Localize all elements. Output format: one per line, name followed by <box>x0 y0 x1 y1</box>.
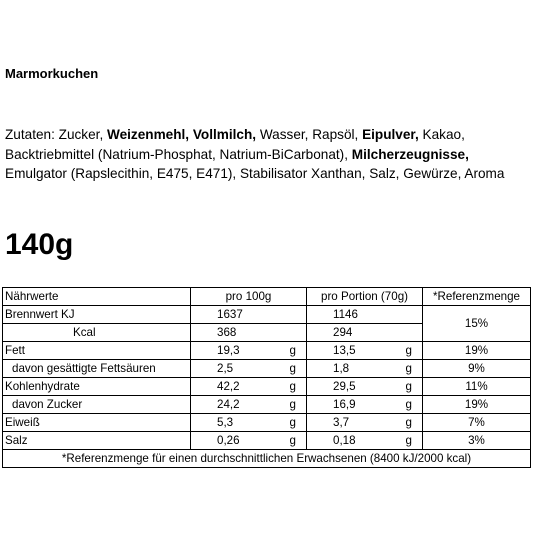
header-per-portion: pro Portion (70g) <box>307 288 423 306</box>
value-reference: 3% <box>423 432 531 450</box>
row-label: Kohlenhydrate <box>3 378 191 396</box>
ingredients-segment: Wasser, Rapsöl, <box>256 127 363 142</box>
value-per-100g: 24,2 <box>191 396 257 414</box>
ingredients-segment: Zutaten: Zucker, <box>5 127 107 142</box>
unit: g <box>373 432 423 450</box>
header-per-100g: pro 100g <box>191 288 307 306</box>
table-row <box>3 432 531 450</box>
unit: g <box>257 342 307 360</box>
reference-footnote: *Referenzmenge für einen durchschnittlichen Erwachsenen (8400 kJ/2000 kcal) <box>3 450 531 468</box>
unit: g <box>373 342 423 360</box>
value-per-portion: 294 <box>307 324 423 342</box>
row-label: Brennwert KJ <box>3 306 191 324</box>
table-row <box>3 378 531 396</box>
unit: g <box>257 378 307 396</box>
value-per-portion: 16,9 <box>307 396 373 414</box>
header-reference: *Referenzmenge <box>423 288 531 306</box>
unit: g <box>373 378 423 396</box>
value-per-portion: 1,8 <box>307 360 373 378</box>
table-footnote-row <box>3 450 531 468</box>
row-label: Kcal <box>3 324 191 342</box>
row-label: davon gesättigte Fettsäuren <box>3 360 191 378</box>
unit: g <box>257 432 307 450</box>
value-reference: 19% <box>423 342 531 360</box>
row-label: Fett <box>3 342 191 360</box>
row-label: Eiweiß <box>3 414 191 432</box>
ingredients-text <box>5 125 527 184</box>
value-reference: 15% <box>423 306 531 342</box>
ingredients-segment: Emulgator (Rapslecithin, E475, E471), Stabilisator Xanthan, Salz, Gewürze, Aroma <box>5 166 505 181</box>
value-per-portion: 13,5 <box>307 342 373 360</box>
table-row <box>3 396 531 414</box>
table-row <box>3 342 531 360</box>
value-reference: 11% <box>423 378 531 396</box>
value-per-100g: 2,5 <box>191 360 257 378</box>
net-weight: 140g <box>5 228 74 261</box>
product-title: Marmorkuchen <box>5 66 99 81</box>
row-label: Salz <box>3 432 191 450</box>
value-per-100g: 5,3 <box>191 414 257 432</box>
value-per-100g: 42,2 <box>191 378 257 396</box>
value-reference: 9% <box>423 360 531 378</box>
value-per-100g: 1637 <box>191 306 307 324</box>
value-per-100g: 368 <box>191 324 307 342</box>
row-label: davon Zucker <box>3 396 191 414</box>
unit: g <box>257 360 307 378</box>
value-per-portion: 0,18 <box>307 432 373 450</box>
unit: g <box>373 396 423 414</box>
value-reference: 7% <box>423 414 531 432</box>
nutrition-table <box>2 287 531 468</box>
table-header-row <box>3 288 531 306</box>
value-per-100g: 0,26 <box>191 432 257 450</box>
table-row <box>3 414 531 432</box>
ingredients-segment: Kakao, Backtriebmittel (Natrium-Phosphat, Natrium-BiCarbonat), <box>5 127 465 162</box>
unit: g <box>373 360 423 378</box>
value-per-100g: 19,3 <box>191 342 257 360</box>
unit: g <box>373 414 423 432</box>
value-per-portion: 3,7 <box>307 414 373 432</box>
allergen-highlight: Milcherzeugnisse, <box>351 146 469 162</box>
table-row <box>3 360 531 378</box>
value-per-portion: 1146 <box>307 306 423 324</box>
unit: g <box>257 414 307 432</box>
allergen-highlight: Weizenmehl, Vollmilch, <box>107 127 257 142</box>
unit: g <box>257 396 307 414</box>
allergen-highlight: Eipulver, <box>362 127 419 142</box>
value-per-portion: 29,5 <box>307 378 373 396</box>
table-row <box>3 306 531 324</box>
value-reference: 19% <box>423 396 531 414</box>
header-nutrient: Nährwerte <box>3 288 191 306</box>
